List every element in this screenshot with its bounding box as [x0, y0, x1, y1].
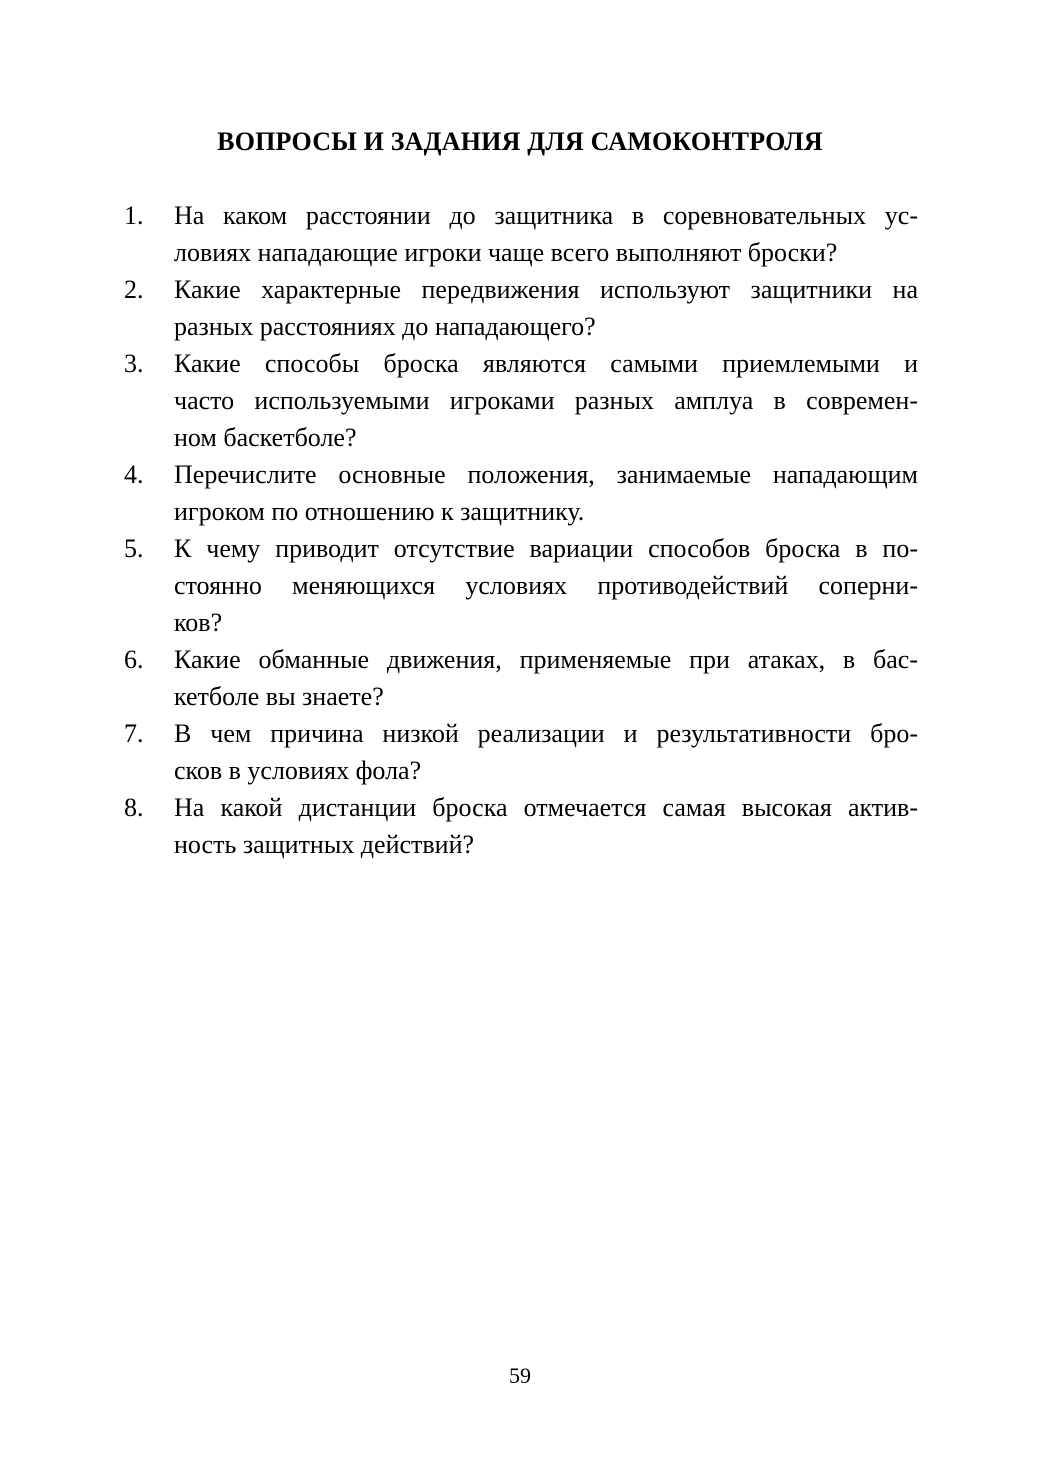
question-line: К чему приводит отсутствие вариации способов броска в по-	[174, 534, 918, 563]
question-item	[124, 715, 918, 789]
question-item	[124, 271, 918, 345]
question-line: ков?	[174, 608, 223, 637]
question-line: ловиях нападающие игроки чаще всего выполняют броски?	[174, 238, 838, 267]
question-number: 8.	[124, 793, 144, 822]
question-line: игроком по отношению к защитнику.	[174, 497, 585, 526]
question-number: 2.	[124, 275, 144, 304]
question-line: часто используемыми игроками разных амплуа в современ-	[174, 386, 918, 415]
question-line: ность защитных действий?	[174, 830, 475, 859]
question-text	[174, 271, 918, 345]
question-line: ном баскетболе?	[174, 423, 357, 452]
question-text	[174, 345, 918, 456]
question-text	[174, 715, 918, 789]
question-text	[174, 197, 918, 271]
question-line: Какие характерные передвижения используют защитники на	[174, 275, 918, 304]
question-line: Перечислите основные положения, занимаемые нападающим	[174, 460, 918, 489]
question-item	[124, 641, 918, 715]
question-number: 1.	[124, 201, 144, 230]
question-text	[174, 641, 918, 715]
page-title: ВОПРОСЫ И ЗАДАНИЯ ДЛЯ САМОКОНТРОЛЯ	[217, 127, 823, 156]
question-line: Какие способы броска являются самыми приемлемыми и	[174, 349, 918, 378]
questions-list	[124, 197, 918, 863]
question-number: 4.	[124, 460, 144, 489]
question-line: В чем причина низкой реализации и результативности бро-	[174, 719, 918, 748]
question-text	[174, 456, 918, 530]
question-item	[124, 456, 918, 530]
question-number: 3.	[124, 349, 144, 378]
question-item	[124, 345, 918, 456]
question-text	[174, 789, 918, 863]
page-number: 59	[509, 1363, 531, 1388]
question-number: 7.	[124, 719, 144, 748]
question-number: 6.	[124, 645, 144, 674]
question-item	[124, 197, 918, 271]
question-line: разных расстояниях до нападающего?	[174, 312, 596, 341]
question-line: стоянно меняющихся условиях противодействий соперни-	[174, 571, 918, 600]
question-line: кетболе вы знаете?	[174, 682, 384, 711]
question-item	[124, 789, 918, 863]
question-line: На какой дистанции броска отмечается самая высокая актив-	[174, 793, 918, 822]
question-number: 5.	[124, 534, 144, 563]
question-line: сков в условиях фола?	[174, 756, 422, 785]
question-item	[124, 530, 918, 641]
question-text	[174, 530, 918, 641]
question-line: На каком расстоянии до защитника в соревновательных ус-	[174, 201, 918, 230]
question-line: Какие обманные движения, применяемые при атаках, в бас-	[174, 645, 918, 674]
